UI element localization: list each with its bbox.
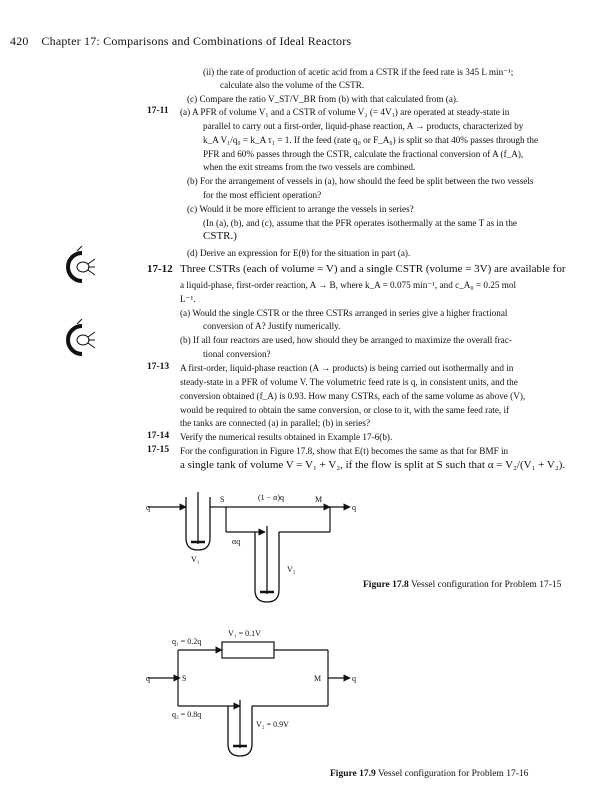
prob-text: (c) Compare the ratio V_ST/V_BR from (b) with that calculated from (a). <box>187 94 459 104</box>
top-flow-label: (1 − α)q <box>258 493 285 502</box>
mix-label: M <box>315 495 323 504</box>
prob-text: L⁻¹. <box>180 294 196 304</box>
split-label: S <box>220 495 225 504</box>
prob-text: would be required to obtain the same conversion, or close to it, with the same feed rate, if <box>180 405 510 415</box>
problem-number: 17-12 <box>147 263 173 275</box>
q2-label: q₂ = 0.8q <box>172 710 202 719</box>
prob-text: CSTR.) <box>203 230 237 242</box>
prob-text: (a) Would the single CSTR or the three CSTRs arranged in series give a higher fractional <box>180 308 508 318</box>
split-label: S <box>182 674 187 683</box>
outlet-label: q <box>352 503 356 512</box>
caption-text: Vessel configuration for Problem 17-16 <box>377 769 529 779</box>
prob-text: (In (a), (b), and (c), assume that the PFR operates isothermally at the same T as in the <box>203 218 517 228</box>
prob-text: PFR and 60% passes through the CSTR, calculate the fractional conversion of A (f_A), <box>203 149 524 159</box>
prob-text: the tanks are connected (a) in parallel; (b) in series? <box>180 418 371 428</box>
inlet-label: q <box>146 503 150 512</box>
prob-text: (ii) the rate of production of acetic acid from a CSTR if the feed rate is 345 L min⁻¹; <box>203 67 514 77</box>
computer-mouse-icon <box>60 245 96 287</box>
page-header <box>10 34 351 49</box>
prob-text: (a) A PFR of volume V₁ and a CSTR of volume V₂ (= 4V₁) are operated at steady-state in <box>180 107 510 117</box>
pfr-v1 <box>222 642 274 658</box>
prob-text: calculate also the volume of the CSTR. <box>220 80 365 90</box>
prob-text: Three CSTRs (each of volume = V) and a single CSTR (volume = 3V) are available for <box>180 263 566 275</box>
v1-label: V₁ <box>191 555 200 564</box>
prob-text: parallel to carry out a first-order, liquid-phase reaction, A → products, characterized by <box>203 121 524 131</box>
figure-17-9-diagram <box>0 620 600 760</box>
prob-text: a liquid-phase, first-order reaction, A → B, where k_A = 0.075 min⁻¹, and c_A₀ = 0.25 mol <box>180 280 517 290</box>
chapter-title: Chapter 17: Comparisons and Combinations of Ideal Reactors <box>41 34 352 48</box>
problem-number: 17-15 <box>147 445 170 455</box>
prob-text: conversion obtained (f_A) is 0.93. How many CSTRs, each of the same volume as above (V), <box>180 391 526 401</box>
v1-label: V₁ = 0.1V <box>228 629 261 638</box>
mix-label: M <box>314 674 322 683</box>
problem-number: 17-14 <box>147 431 170 441</box>
caption-text: Vessel configuration for Problem 17-15 <box>410 580 562 590</box>
outlet-label: q <box>352 674 356 683</box>
v2-label: V₂ = 0.9V <box>256 720 289 729</box>
prob-text: Verify the numerical results obtained in Example 17-6(b). <box>180 432 393 442</box>
problem-number: 17-11 <box>147 106 169 116</box>
figure-17-9-caption <box>330 768 590 780</box>
prob-text: (b) If all four reactors are used, how should they be arranged to maximize the overall frac- <box>180 335 512 345</box>
v2-label: V₂ <box>287 565 296 574</box>
inlet-label: q <box>146 674 150 683</box>
prob-text: (c) Would it be more efficient to arrange the vessels in series? <box>187 204 414 214</box>
problem-number: 17-13 <box>147 362 170 372</box>
prob-text: when the exit streams from the two vessels are combined. <box>203 162 416 172</box>
caption-label: Figure 17.8 <box>363 580 409 590</box>
prob-text: k_A V₁/q₀ = k_A τ₁ = 1. If the feed (rate q₀ or F_A₀) is split so that 40% passes through the <box>203 135 539 145</box>
page-number: 420 <box>10 34 29 48</box>
caption-label: Figure 17.9 <box>330 769 376 779</box>
prob-text: for the most efficient operation? <box>203 190 322 200</box>
prob-text: For the configuration in Figure 17.8, show that E(t) becomes the same as that for BMF in <box>180 446 509 456</box>
prob-text: (b) For the arrangement of vessels in (a), how should the feed be split between the two vessels <box>187 176 534 186</box>
bottom-flow-label: αq <box>232 537 241 546</box>
figure-17-8-caption <box>363 579 583 591</box>
prob-text: steady-state in a PFR of volume V. The volumetric feed rate is q, in consistent units, and the <box>180 377 518 387</box>
prob-text: a single tank of volume V = V₁ + V₂, if the flow is split at S such that α = V₂/(V₁ + V₂). <box>180 459 566 471</box>
prob-text: (d) Derive an expression for E(θ) for the situation in part (a). <box>187 248 411 258</box>
prob-text: conversion of A? Justify numerically. <box>203 321 341 331</box>
prob-text: A first-order, liquid-phase reaction (A → products) is being carried out isothermally and in <box>180 363 514 373</box>
q1-label: q₁ = 0.2q <box>172 637 202 646</box>
computer-mouse-icon <box>60 318 96 360</box>
prob-text: tional conversion? <box>203 349 271 359</box>
